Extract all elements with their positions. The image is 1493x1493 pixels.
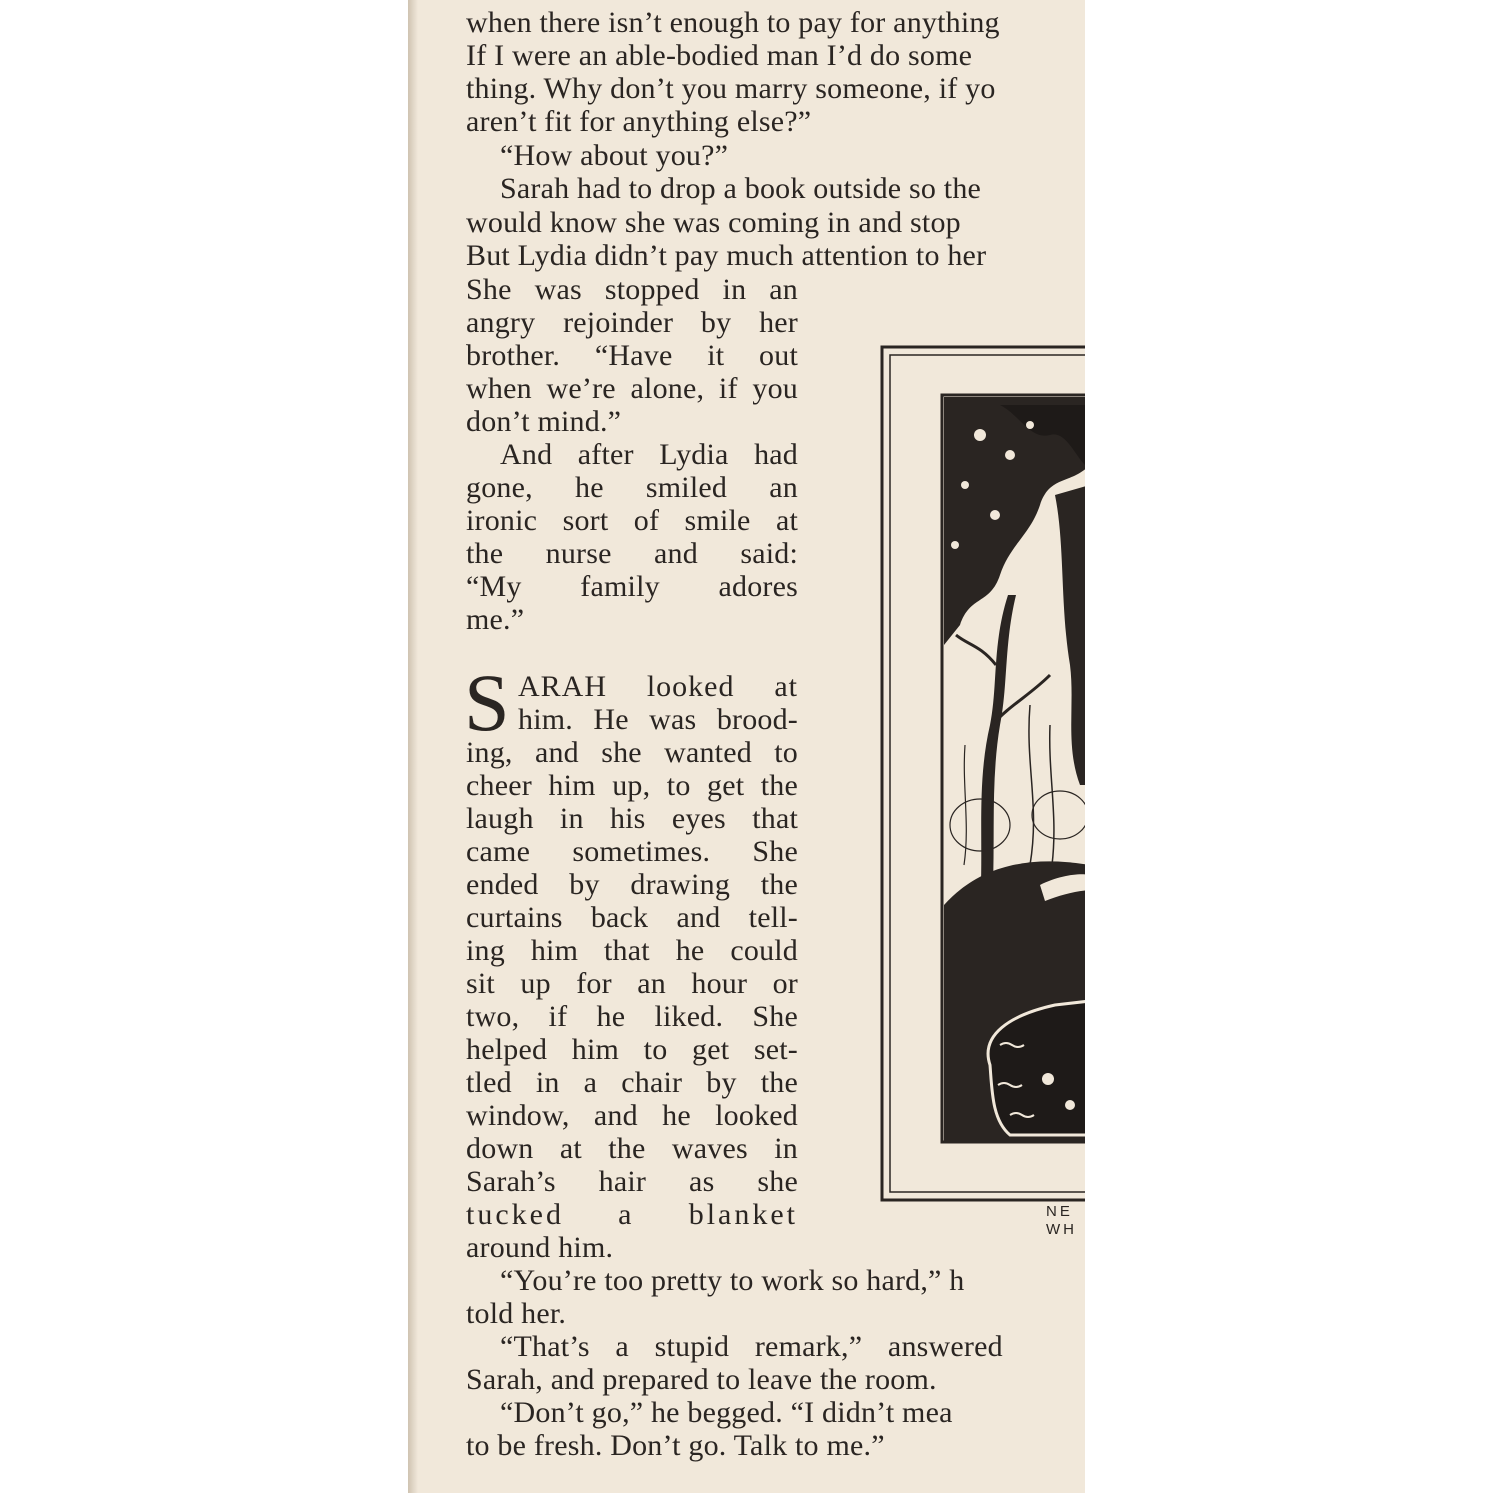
page-edge-shadow xyxy=(408,0,418,1493)
text-line: tled in a chair by the xyxy=(466,1066,798,1099)
text-line: would know she was coming in and stop xyxy=(466,206,961,239)
text-line: curtains back and tell- xyxy=(466,901,798,934)
text-line: thing. Why don’t you marry someone, if yo xyxy=(466,72,996,105)
text-line: And after Lydia had xyxy=(500,438,798,471)
text-line: She was stopped in an xyxy=(466,273,798,306)
text-line: don’t mind.” xyxy=(466,405,622,438)
text-line: to be fresh. Don’t go. Talk to me.” xyxy=(466,1429,885,1462)
text-line: window, and he looked xyxy=(466,1099,798,1132)
text-line: ing him that he could xyxy=(466,934,798,967)
text-line: “My family adores xyxy=(466,570,798,603)
text-line: ARAH looked at xyxy=(518,670,798,703)
text-line: angry rejoinder by her xyxy=(466,306,798,339)
text-line: laugh in his eyes that xyxy=(466,802,798,835)
text-line: “You’re too pretty to work so hard,” h xyxy=(500,1264,965,1297)
text-line: me.” xyxy=(466,603,525,636)
illustrator-signature: NE WH xyxy=(1046,1203,1077,1238)
text-line: If I were an able-bodied man I’d do some xyxy=(466,39,973,72)
text-line: around him. xyxy=(466,1231,614,1264)
text-line: ironic sort of smile at xyxy=(466,504,798,537)
illustration-tree-scene xyxy=(880,345,1085,1205)
text-line: when there isn’t enough to pay for anything xyxy=(466,6,1000,39)
text-line: Sarah, and prepared to leave the room. xyxy=(466,1363,937,1396)
text-line: when we’re alone, if you xyxy=(466,372,798,405)
text-line: the nurse and said: xyxy=(466,537,798,570)
text-line: brother. “Have it out xyxy=(466,339,798,372)
text-line: down at the waves in xyxy=(466,1132,798,1165)
text-line: him. He was brood- xyxy=(518,703,798,736)
text-line: two, if he liked. She xyxy=(466,1000,798,1033)
text-line: ing, and she wanted to xyxy=(466,736,798,769)
text-line: told her. xyxy=(466,1297,567,1330)
text-line: Sarah’s hair as she xyxy=(466,1165,798,1198)
magazine-page xyxy=(408,0,1085,1493)
text-line: helped him to get set- xyxy=(466,1033,798,1066)
text-line: came sometimes. She xyxy=(466,835,798,868)
text-line: But Lydia didn’t pay much attention to her xyxy=(466,239,987,272)
text-line: “Don’t go,” he begged. “I didn’t mea xyxy=(500,1396,953,1429)
text-line: tucked a blanket xyxy=(466,1198,798,1231)
text-line: cheer him up, to get the xyxy=(466,769,798,802)
text-line: “That’s a stupid remark,” answered xyxy=(500,1330,1003,1363)
text-line: ended by drawing the xyxy=(466,868,798,901)
text-line: “How about you?” xyxy=(500,139,729,172)
text-line: Sarah had to drop a book outside so the xyxy=(500,172,982,205)
text-line: aren’t fit for anything else?” xyxy=(466,105,812,138)
text-line: gone, he smiled an xyxy=(466,471,798,504)
drop-cap-letter: S xyxy=(464,657,510,748)
text-line: sit up for an hour or xyxy=(466,967,798,1000)
